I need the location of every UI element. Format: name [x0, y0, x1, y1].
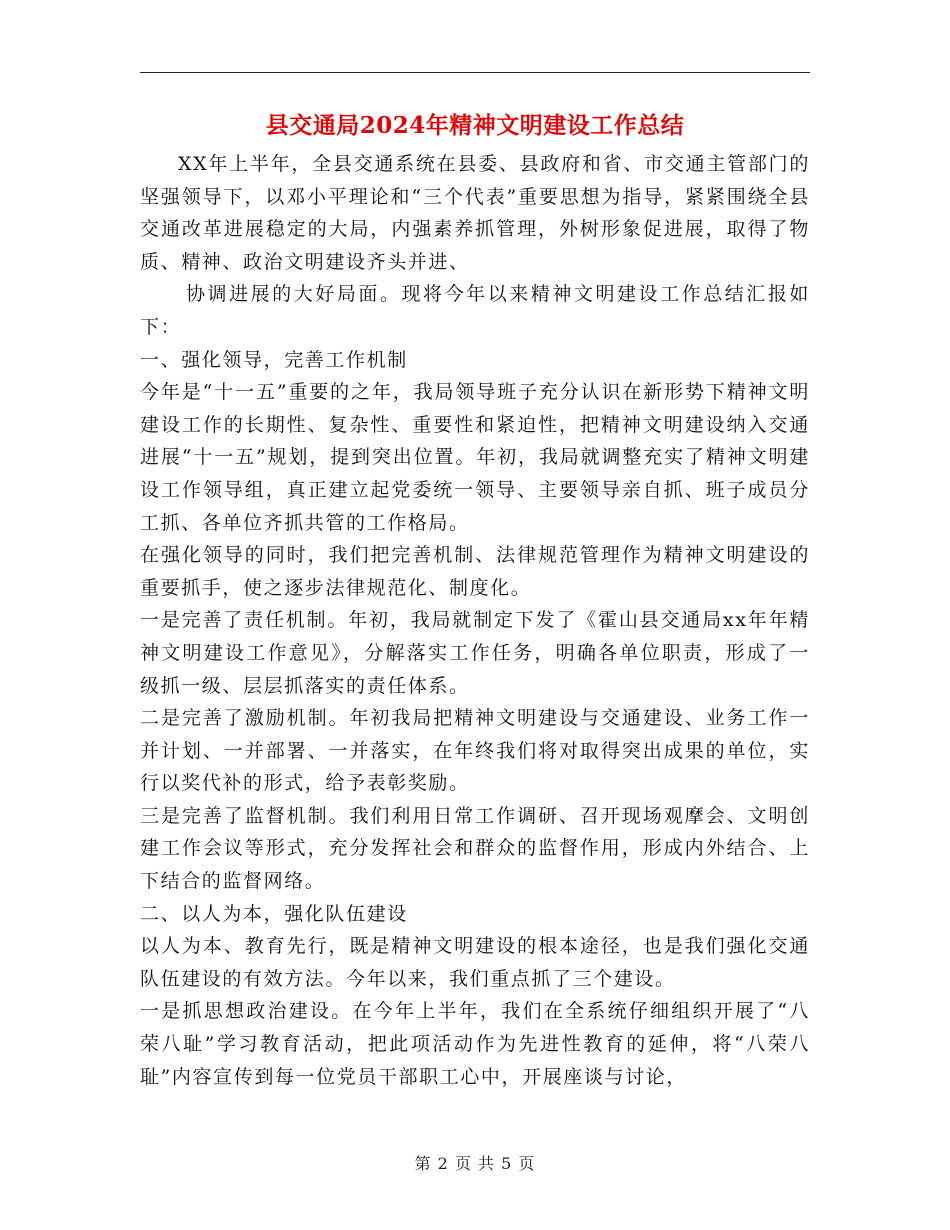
section-heading-1: 一、强化领导，完善工作机制 — [140, 348, 408, 371]
document-title: 县交通局2024年精神文明建设工作总结 — [265, 112, 685, 139]
paragraph: 二是完善了激励机制。年初我局把精神文明建设与交通建设、业务工作一并计划、一并部署、一并落实，在年终我们将对取得突出成果的单位，实行以奖代补的形式，给予表彰奖励。 — [140, 707, 810, 795]
paragraph-intro: XX年上半年，全县交通系统在县委、县政府和省、市交通主管部门的坚强领导下，以邓小平理论和“三个代表”重要思想为指导，紧紧围绕全县交通改革进展稳定的大局，内强素养抓管理，外树形象促进展，取得了物质、精神、政治文明建设齐头并进、 — [140, 153, 810, 273]
paragraph: 一是完善了责任机制。年初，我局就制定下发了《霍山县交通局xx年年精神文明建设工作意见》，分解落实工作任务，明确各单位职责，形成了一级抓一级、层层抓落实的责任体系。 — [140, 609, 810, 697]
paragraph: 一是抓思想政治建设。在今年上半年，我们在全系统仔细组织开展了“八荣八耻”学习教育活动，把此项活动作为先进性教育的延伸，将“八荣八耻”内容宣传到每一位党员干部职工心中，开展座谈与讨论， — [140, 1000, 810, 1088]
paragraph: 三是完善了监督机制。我们利用日常工作调研、召开现场观摩会、文明创建工作会议等形式，充分发挥社会和群众的监督作用，形成内外结合、上下结合的监督网络。 — [140, 804, 810, 893]
paragraph: 在强化领导的同时，我们把完善机制、法律规范管理作为精神文明建设的重要抓手，使之逐步法律规范化、制度化。 — [140, 544, 810, 599]
document-body — [140, 148, 810, 1093]
paragraph: 以人为本、教育先行，既是精神文明建设的根本途径，也是我们强化交通队伍建设的有效方法。今年以来，我们重点抓了三个建设。 — [140, 935, 810, 990]
page-number-footer: 第 2 页 共 5 页 — [414, 1154, 536, 1173]
paragraph: 今年是“十一五”重要的之年，我局领导班子充分认识在新形势下精神文明建设工作的长期性、复杂性、重要性和紧迫性，把精神文明建设纳入交通进展“十一五”规划，提到突出位置。年初，我局就调整充实了精神文明建设工作领导组，真正建立起党委统一领导、主要领导亲自抓、班子成员分工抓、各单位齐抓共管的工作格局。 — [140, 381, 810, 534]
section-heading-2: 二、以人为本，强化队伍建设 — [140, 902, 408, 925]
header-rule — [140, 72, 810, 73]
paragraph-intro-continued: 协调进展的大好局面。现将今年以来精神文明建设工作总结汇报如下： — [140, 283, 810, 338]
